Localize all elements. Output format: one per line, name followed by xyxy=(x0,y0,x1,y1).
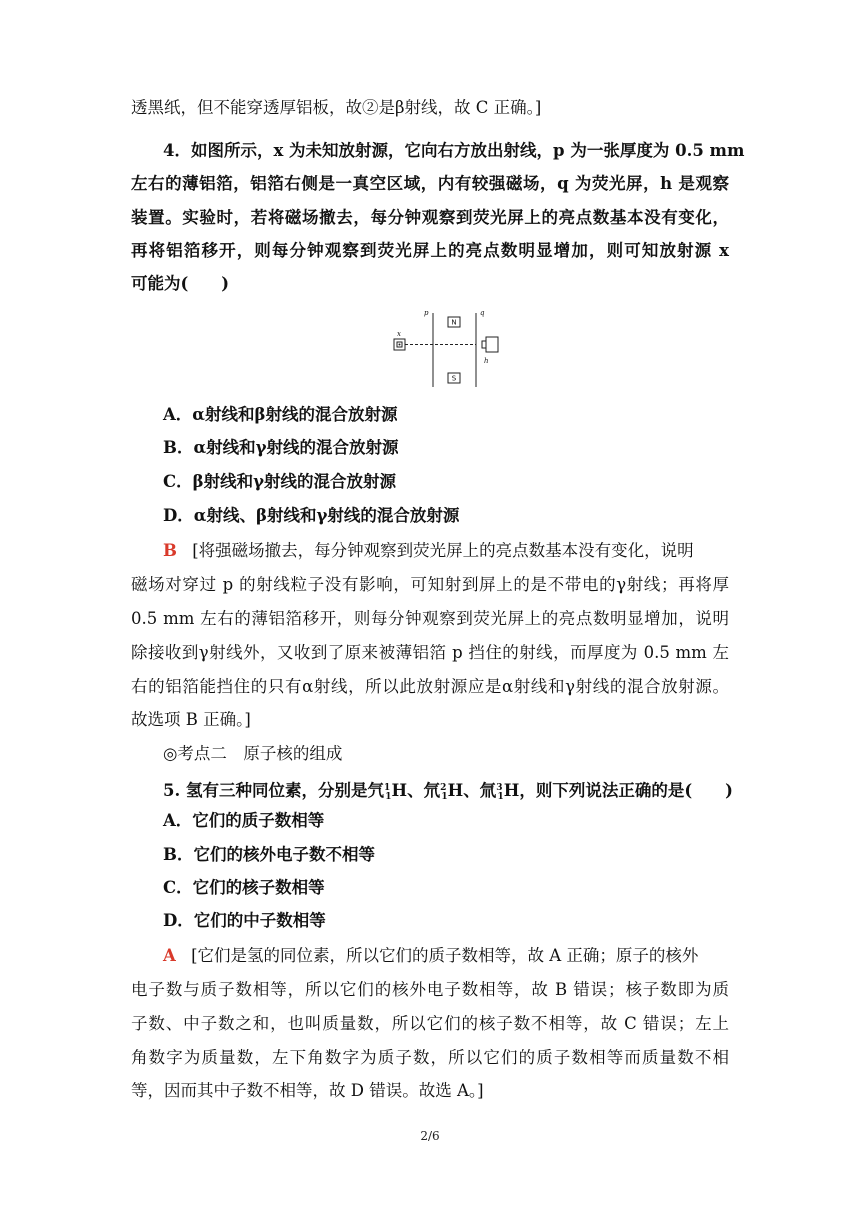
answer-4-line xyxy=(163,541,729,561)
label-s: S xyxy=(451,374,457,383)
label-h: h xyxy=(484,357,489,365)
answer-4-line: 0.5 mm 左右的薄铝箔移开，则每分钟观察到荧光屏上的亮点数明显增加，说明 xyxy=(131,609,729,628)
label-p: p xyxy=(424,309,429,317)
text-line: 透黑纸，但不能穿透厚铝板，故②是β射线，故 C 正确。] xyxy=(131,98,542,117)
option-d: D．α射线、β射线和γ射线的混合放射源 xyxy=(163,506,460,525)
answer-4-line: 右的铝箔能挡住的只有α射线，所以此放射源应是α射线和γ射线的混合放射源。 xyxy=(131,677,729,696)
option-a: A．它们的质子数相等 xyxy=(163,811,325,830)
option-c: C．它们的核子数相等 xyxy=(163,878,325,897)
question-4-line: 装置。实验时，若将磁场撤去，每分钟观察到荧光屏上的亮点数基本没有变化， xyxy=(131,208,729,227)
question-5-line xyxy=(163,778,860,807)
label-n: N xyxy=(451,318,457,327)
page-number: 2/6 xyxy=(420,1129,440,1143)
answer-4-line: 除接收到γ射线外，又收到了原来被薄铝箔 p 挡住的射线，而厚度为 0.5 mm 左 xyxy=(131,643,729,662)
section-heading: ◎考点二 原子核的组成 xyxy=(163,744,343,763)
answer-key: B xyxy=(163,541,177,560)
answer-5-line: 子数、中子数之和，也叫质量数，所以它们的核子数不相等，故 C 错误；左上 xyxy=(131,1014,729,1033)
option-c: C．β射线和γ射线的混合放射源 xyxy=(163,472,396,491)
q5-text: H，则下列说法正确的是( ) xyxy=(503,781,733,800)
isotope-z: 1 xyxy=(385,792,392,802)
answer-4-line: 磁场对穿过 p 的射线粒子没有影响，可知射到屏上的是不带电的γ射线；再将厚 xyxy=(131,575,729,594)
option-b: B．它们的核外电子数不相等 xyxy=(163,845,375,864)
isotope-z: 1 xyxy=(497,792,504,802)
answer-4-line: 故选项 B 正确。] xyxy=(131,710,251,729)
label-q: q xyxy=(480,309,485,317)
option-a: A．α射线和β射线的混合放射源 xyxy=(163,405,398,424)
observer-box xyxy=(486,337,498,352)
answer-5-line xyxy=(163,946,729,966)
option-b: B．α射线和γ射线的混合放射源 xyxy=(163,438,399,457)
answer-text: [它们是氢的同位素，所以它们的质子数相等，故 A 正确；原子的核外 xyxy=(191,946,699,965)
question-4-line: 4．如图所示，x 为未知放射源，它向右方放出射线，p 为一张厚度为 0.5 mm xyxy=(163,141,745,160)
answer-5-line: 等，因而其中子数不相等，故 D 错误。故选 A。] xyxy=(131,1081,484,1100)
experiment-figure xyxy=(388,305,508,387)
isotope-mass: 2 xyxy=(440,783,447,793)
option-d: D．它们的中子数相等 xyxy=(163,911,326,930)
question-4-line: 可能为( ) xyxy=(131,274,230,293)
answer-key: A xyxy=(163,946,176,965)
answer-5-line: 角数字为质量数，左下角数字为质子数，所以它们的质子数相等而质量数不相 xyxy=(131,1048,729,1067)
q5-text: H、氚 xyxy=(447,781,497,800)
question-4-line: 再将铝箔移开，则每分钟观察到荧光屏上的亮点数明显增加，则可知放射源 x xyxy=(131,241,729,260)
question-4-line: 左右的薄铝箔，铝箔右侧是一真空区域，内有较强磁场，q 为荧光屏，h 是观察 xyxy=(131,174,729,193)
isotope-z: 1 xyxy=(441,792,448,802)
q5-text: 5. 氢有三种同位素，分别是氕 xyxy=(163,781,384,800)
isotope-mass: 1 xyxy=(383,783,391,793)
answer-text: [将强磁场撤去，每分钟观察到荧光屏上的亮点数基本没有变化，说明 xyxy=(192,541,694,560)
isotope-mass: 3 xyxy=(496,783,503,793)
label-x: x xyxy=(397,330,401,338)
answer-5-line: 电子数与质子数相等，所以它们的核外电子数相等，故 B 错误；核子数即为质 xyxy=(131,980,729,999)
q5-text: H、氘 xyxy=(391,781,441,800)
